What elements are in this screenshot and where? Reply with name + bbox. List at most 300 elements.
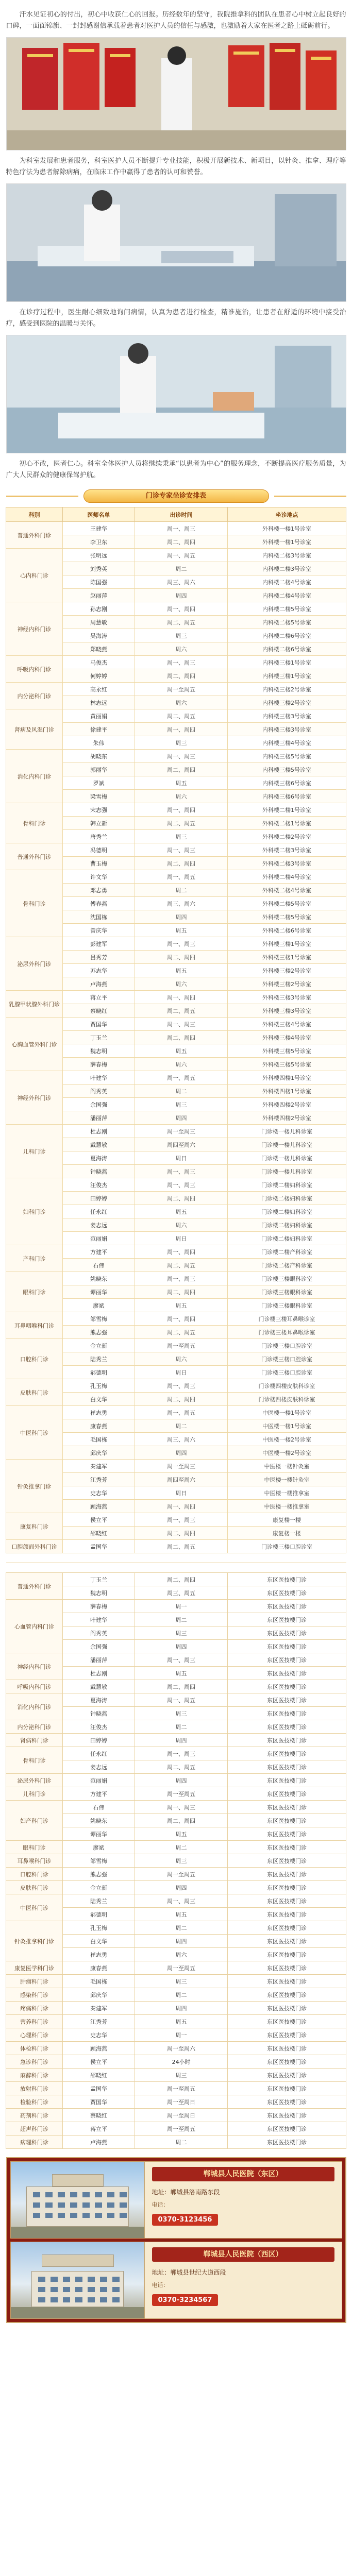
ad-west-phone-label: 电话： [152, 2282, 169, 2289]
table-row [6, 2055, 346, 2069]
time-cell: 周三、周五 [135, 1586, 228, 1600]
place-cell: 内科楼二楼3号诊室 [228, 562, 346, 575]
dept-cell: 神经内科门诊 [6, 602, 63, 656]
place-cell: 东区医技楼门诊 [228, 1586, 346, 1600]
place-cell: 中医楼一楼针灸室 [228, 1473, 346, 1486]
table-row [6, 1460, 346, 1473]
dept-cell: 骨科门诊 [6, 870, 63, 937]
doctor-cell: 侯立平 [63, 1513, 135, 1527]
doctor-cell: 周慧敏 [63, 616, 135, 629]
table-row [6, 1178, 346, 1192]
place-cell: 东区医技楼门诊 [228, 1774, 346, 1787]
dept-cell: 心理科门诊 [6, 2028, 63, 2042]
time-cell: 周二 [135, 1720, 228, 1734]
place-cell: 东区医技楼门诊 [228, 1640, 346, 1653]
doctor-cell: 夏海涛 [63, 1151, 135, 1165]
place-cell: 门诊楼三楼耳鼻喉诊室 [228, 1312, 346, 1326]
doctor-cell: 秦建军 [63, 2002, 135, 2015]
doctor-cell: 汪俊杰 [63, 1720, 135, 1734]
place-cell: 外科楼三楼3号诊室 [228, 1004, 346, 1018]
banner-line-right [274, 496, 346, 497]
place-cell: 外科楼二楼5号诊室 [228, 910, 346, 924]
doctor-cell: 江秀芳 [63, 1473, 135, 1486]
doctor-cell: 孔玉梅 [63, 1379, 135, 1393]
place-cell: 门诊楼三楼眼科诊室 [228, 1299, 346, 1312]
dept-cell: 超声科门诊 [6, 2122, 63, 2136]
time-cell: 周二、周四 [135, 1527, 228, 1540]
place-cell: 内科楼三楼2号诊室 [228, 696, 346, 709]
time-cell: 周四 [135, 2002, 228, 2015]
doctor-cell: 潘丽萍 [63, 1111, 135, 1125]
ground [11, 2307, 144, 2318]
time-cell: 周日 [135, 1366, 228, 1379]
doctor-cell: 贾国华 [63, 1018, 135, 1031]
time-cell: 周六 [135, 790, 228, 803]
place-cell: 外科楼三楼4号诊室 [228, 1018, 346, 1031]
table-row [6, 843, 346, 857]
place-cell: 东区医技楼门诊 [228, 1667, 346, 1680]
time-cell: 周一、周三 [135, 1653, 228, 1667]
table-row [6, 2042, 346, 2055]
place-cell: 东区医技楼门诊 [228, 1868, 346, 1881]
place-cell: 门诊楼三楼口腔诊室 [228, 1339, 346, 1352]
table-row [6, 1680, 346, 1693]
time-cell: 周五 [135, 2015, 228, 2028]
time-cell: 周三、周六 [135, 1433, 228, 1446]
time-cell: 周二 [135, 1084, 228, 1098]
dept-cell: 乳腺甲状腺外科门诊 [6, 991, 63, 1018]
ad-west-title: 郸城县人民医院（西区） [152, 2247, 334, 2262]
ad-row-east [10, 2161, 342, 2239]
place-cell: 东区医技楼门诊 [228, 1935, 346, 1948]
doctor-cell: 钟晓燕 [63, 1707, 135, 1720]
ad-east-address-label: 地址： [152, 2189, 171, 2196]
dept-cell: 康复科门诊 [6, 1513, 63, 1540]
dept-cell: 皮肤科门诊 [6, 1379, 63, 1406]
time-cell: 周一、周五 [135, 870, 228, 884]
table-row [6, 1720, 346, 1734]
dept-cell: 营养科门诊 [6, 2015, 63, 2028]
doctor-cell: 郭丽华 [63, 763, 135, 776]
doctor-cell: 顾海燕 [63, 2042, 135, 2055]
place-cell: 东区医技楼门诊 [228, 2069, 346, 2082]
doctor-cell: 余国强 [63, 1640, 135, 1653]
dept-cell: 疼痛科门诊 [6, 2002, 63, 2015]
doctor-cell: 薛春梅 [63, 1600, 135, 1613]
doctor-cell: 吴海涛 [63, 629, 135, 642]
doctor-cell: 马俊杰 [63, 656, 135, 669]
doctor-cell: 黄丽娟 [63, 709, 135, 723]
doctor-cell: 方建平 [63, 1245, 135, 1259]
doctor-cell: 史志华 [63, 2028, 135, 2042]
dept-cell: 体检科门诊 [6, 2042, 63, 2055]
time-cell: 周六 [135, 1218, 228, 1232]
doctor-cell: 戴慧敏 [63, 1680, 135, 1693]
time-cell: 周一、周五 [135, 1406, 228, 1419]
place-cell: 外科楼三楼3号诊室 [228, 991, 346, 1004]
place-cell: 外科楼一楼1号诊室 [228, 535, 346, 549]
place-cell: 东区医技楼门诊 [228, 2095, 346, 2109]
place-cell: 东区医技楼门诊 [228, 1573, 346, 1586]
doctor-cell: 陆秀兰 [63, 1352, 135, 1366]
place-cell: 东区医技楼门诊 [228, 1653, 346, 1667]
clinic-photo-3 [6, 335, 346, 453]
doctor-cell: 蒋立平 [63, 2122, 135, 2136]
place-cell: 外科楼二楼6号诊室 [228, 924, 346, 937]
ad-row-west [10, 2242, 342, 2319]
time-cell: 周六 [135, 696, 228, 709]
time-cell: 周四 [135, 1640, 228, 1653]
doctor-cell: 卢海燕 [63, 2136, 135, 2149]
table-row [6, 1379, 346, 1393]
place-cell: 内科楼二楼4号诊室 [228, 575, 346, 589]
table-row [6, 1894, 346, 1908]
time-cell: 周五 [135, 1205, 228, 1218]
place-cell: 内科楼三楼2号诊室 [228, 683, 346, 696]
dept-cell: 呼吸内科门诊 [6, 1680, 63, 1693]
time-cell: 周一至周日 [135, 2109, 228, 2122]
doctor-cell: 谭丽华 [63, 1285, 135, 1299]
time-cell: 周四 [135, 1734, 228, 1747]
table-row [6, 870, 346, 884]
place-cell: 东区医技楼门诊 [228, 2055, 346, 2069]
place-cell: 东区医技楼门诊 [228, 1760, 346, 1774]
time-cell: 周二、周四 [135, 1573, 228, 1586]
time-cell: 周二、周四 [135, 1192, 228, 1205]
time-cell: 周四至周六 [135, 1138, 228, 1151]
dept-cell: 肾病及风湿门诊 [6, 709, 63, 750]
time-cell: 周二、周四 [135, 1680, 228, 1693]
table-row [6, 2136, 346, 2149]
table-row [6, 1071, 346, 1084]
place-cell: 外科楼二楼1号诊室 [228, 817, 346, 830]
time-cell: 周五 [135, 776, 228, 790]
doctor-cell: 王建华 [63, 522, 135, 535]
doctor-cell: 邵晓红 [63, 1527, 135, 1540]
place-cell: 门诊楼三楼口腔诊室 [228, 1366, 346, 1379]
place-cell: 东区医技楼门诊 [228, 1626, 346, 1640]
place-cell: 门诊楼一楼儿科诊室 [228, 1165, 346, 1178]
ad-east-phone[interactable]: 0370-3123456 [152, 2214, 219, 2226]
table-row [6, 602, 346, 616]
table-row [6, 1988, 346, 2002]
place-cell: 内科楼三楼3号诊室 [228, 723, 346, 736]
place-cell: 东区医技楼门诊 [228, 1948, 346, 1961]
time-cell: 周一 [135, 2028, 228, 2042]
time-cell: 周一、周三 [135, 1272, 228, 1285]
table-row [6, 2109, 346, 2122]
intro-paragraph: 汗水见证初心的付出，初心中收获仁心的回报。历经数年的坚守，我院推拿科的团队在患者心中树立起良好的口碑，一面面锦旗、一封封感谢信承载着患者对医护人员的信任与感激，也激励着大家在医者之路上砥砺前行。 [6, 11, 346, 30]
place-cell: 东区医技楼门诊 [228, 2082, 346, 2095]
table-row [6, 549, 346, 562]
doctor-cell: 薛春梅 [63, 1058, 135, 1071]
doctor-cell: 邱庆华 [63, 1988, 135, 2002]
place-cell: 康复楼一楼 [228, 1527, 346, 1540]
dept-cell: 眼科门诊 [6, 1841, 63, 1854]
place-cell: 东区医技楼门诊 [228, 1908, 346, 1921]
building-body [26, 2187, 129, 2227]
table-row [6, 2015, 346, 2028]
place-cell: 门诊楼四楼皮肤科诊室 [228, 1393, 346, 1406]
hospital-ad-panel [6, 2157, 346, 2323]
dept-cell: 儿科门诊 [6, 1125, 63, 1178]
table-row [6, 683, 346, 696]
doctor-cell: 梁雪梅 [63, 790, 135, 803]
time-cell: 周二、周五 [135, 616, 228, 629]
place-cell: 东区医技楼门诊 [228, 1707, 346, 1720]
time-cell: 周二 [135, 1988, 228, 2002]
time-cell: 周日 [135, 1151, 228, 1165]
doctor-cell: 丁玉兰 [63, 1573, 135, 1586]
doctor-cell: 毛国栋 [63, 1975, 135, 1988]
table-row [6, 1734, 346, 1747]
place-cell: 外科楼四楼1号诊室 [228, 1084, 346, 1098]
table-row [6, 1540, 346, 1553]
place-cell: 东区医技楼门诊 [228, 1881, 346, 1894]
doctor-cell: 吕秀芳 [63, 951, 135, 964]
time-cell: 周二 [135, 884, 228, 897]
time-cell: 周四 [135, 1446, 228, 1460]
time-cell: 周四 [135, 1774, 228, 1787]
time-cell: 周二、周五 [135, 1326, 228, 1339]
time-cell: 周五 [135, 1299, 228, 1312]
schedule-table-2 [6, 1572, 346, 2149]
dept-cell: 消化内科门诊 [6, 1693, 63, 1720]
time-cell: 周六 [135, 1058, 228, 1071]
place-cell: 门诊楼二楼产科诊室 [228, 1245, 346, 1259]
place-cell: 内科楼二楼5号诊室 [228, 616, 346, 629]
place-cell: 门诊楼三楼口腔诊室 [228, 1352, 346, 1366]
place-cell: 东区医技楼门诊 [228, 1814, 346, 1827]
time-cell: 周二、周四 [135, 1031, 228, 1044]
time-cell: 周四 [135, 910, 228, 924]
west-building-image [11, 2242, 145, 2318]
content-paragraph-4: 初心不改，医者仁心。科室全体医护人员将继续秉承“以患者为中心”的服务理念，不断提高医疗服务质量，为广大人民群众的健康保驾护航。 [6, 460, 346, 479]
time-cell: 周三 [135, 736, 228, 750]
doctor-cell: 阎秀英 [63, 1626, 135, 1640]
time-cell: 周二、周五 [135, 817, 228, 830]
place-cell: 内科楼三楼3号诊室 [228, 709, 346, 723]
doctor-cell: 熊志强 [63, 1326, 135, 1339]
time-cell: 周四 [135, 1881, 228, 1894]
header-doctor: 医师名单 [63, 507, 135, 522]
time-cell: 周一 [135, 1600, 228, 1613]
banner-photo-1 [6, 37, 346, 150]
table-row [6, 1653, 346, 1667]
place-cell: 门诊楼三楼眼科诊室 [228, 1285, 346, 1299]
place-cell: 东区医技楼门诊 [228, 2028, 346, 2042]
dept-cell: 儿科门诊 [6, 1787, 63, 1801]
table-row [6, 2122, 346, 2136]
doctor-cell: 张明远 [63, 549, 135, 562]
time-cell: 周日 [135, 1232, 228, 1245]
time-cell: 周二、周四 [135, 857, 228, 870]
time-cell: 周二、周四 [135, 1393, 228, 1406]
place-cell: 外科楼三楼1号诊室 [228, 937, 346, 951]
ad-east-phone-label: 电话： [152, 2201, 169, 2208]
dept-cell: 妇产科门诊 [6, 1801, 63, 1841]
ad-east-title: 郸城县人民医院（东区） [152, 2167, 334, 2181]
place-cell: 中医楼一楼推拿室 [228, 1500, 346, 1513]
table-row [6, 1245, 346, 1259]
place-cell: 东区医技楼门诊 [228, 2002, 346, 2015]
time-cell: 周一、周三 [135, 1747, 228, 1760]
time-cell: 周一、周四 [135, 1312, 228, 1326]
ad-east-address [152, 2188, 334, 2196]
time-cell: 周一至周五 [135, 1868, 228, 1881]
doctor-cell: 朱伟 [63, 736, 135, 750]
doctor-cell: 范丽娟 [63, 1774, 135, 1787]
ad-west-address-label: 地址： [152, 2269, 171, 2276]
doctor-cell: 江秀芳 [63, 2015, 135, 2028]
doctor-cell: 郝德明 [63, 1908, 135, 1921]
doctor-cell: 邱庆华 [63, 1446, 135, 1460]
doctor-cell: 康春燕 [63, 1419, 135, 1433]
time-cell: 周一、周三 [135, 1894, 228, 1908]
place-cell: 东区医技楼门诊 [228, 1841, 346, 1854]
doctor-cell: 邹雪梅 [63, 1312, 135, 1326]
header-time: 出诊时间 [135, 507, 228, 522]
dept-cell: 神经外科门诊 [6, 1071, 63, 1125]
content-paragraph-3: 在诊疗过程中，医生耐心细致地询问病情，认真为患者进行检查，精准施治，让患者在舒适的环境中接受治疗，感受到医院的温暖与关怀。 [6, 309, 346, 328]
place-cell: 东区医技楼门诊 [228, 1827, 346, 1841]
table-row [6, 709, 346, 723]
table-row [6, 937, 346, 951]
table-row [6, 1801, 346, 1814]
doctor-cell: 戴慧敏 [63, 1138, 135, 1151]
time-cell: 周五 [135, 1667, 228, 1680]
time-cell: 周五 [135, 1044, 228, 1058]
doctor-cell: 魏志明 [63, 1586, 135, 1600]
place-cell: 内科楼三楼6号诊室 [228, 776, 346, 790]
table-row [6, 1787, 346, 1801]
doctor-cell: 潘丽萍 [63, 1653, 135, 1667]
table-row [6, 1921, 346, 1935]
doctor-cell: 丁玉兰 [63, 1031, 135, 1044]
doctor-cell: 孟国华 [63, 2082, 135, 2095]
dept-cell: 口腔颌面外科门诊 [6, 1540, 63, 1553]
schedule-section-banner [6, 488, 346, 504]
banner-photo-1-image [7, 38, 346, 150]
place-cell: 外科楼三楼5号诊室 [228, 1058, 346, 1071]
place-cell: 东区医技楼门诊 [228, 1988, 346, 2002]
place-cell: 门诊楼四楼皮肤科诊室 [228, 1379, 346, 1393]
doctor-cell: 叶建华 [63, 1613, 135, 1626]
dept-cell: 康复医学科门诊 [6, 1961, 63, 1975]
table-row [6, 1125, 346, 1138]
place-cell: 外科楼二楼5号诊室 [228, 897, 346, 910]
time-cell: 周六 [135, 977, 228, 991]
place-cell: 东区医技楼门诊 [228, 1734, 346, 1747]
time-cell: 周二、周四 [135, 1814, 228, 1827]
place-cell: 外科楼二楼1号诊室 [228, 803, 346, 817]
ad-west-phone[interactable]: 0370-3234567 [152, 2294, 219, 2306]
doctor-cell: 赵丽萍 [63, 589, 135, 602]
place-cell: 内科楼二楼5号诊室 [228, 602, 346, 616]
time-cell: 周一、周四 [135, 602, 228, 616]
place-cell: 外科楼三楼2号诊室 [228, 977, 346, 991]
time-cell: 周二、周五 [135, 1540, 228, 1553]
time-cell: 周二、周五 [135, 709, 228, 723]
dept-cell: 麻醉科门诊 [6, 2069, 63, 2082]
doctor-cell: 卢海燕 [63, 977, 135, 991]
doctor-cell: 田婷婷 [63, 1192, 135, 1205]
table-row [6, 1272, 346, 1285]
schedule-table-2-body [6, 1573, 346, 2149]
dept-cell: 泌尿外科门诊 [6, 937, 63, 991]
doctor-cell: 毛国栋 [63, 1433, 135, 1446]
place-cell: 外科楼二楼4号诊室 [228, 884, 346, 897]
place-cell: 门诊楼二楼妇科诊室 [228, 1178, 346, 1192]
clinic-photo-2 [6, 183, 346, 302]
schedule-table-1 [6, 507, 346, 1553]
time-cell: 周一、周三 [135, 750, 228, 763]
ad-west-text [145, 2242, 342, 2318]
time-cell: 周二 [135, 562, 228, 575]
doctor-cell: 石伟 [63, 1259, 135, 1272]
dept-cell: 产科门诊 [6, 1245, 63, 1272]
time-cell: 周一、周四 [135, 1500, 228, 1513]
place-cell: 东区医技楼门诊 [228, 1680, 346, 1693]
time-cell: 周三 [135, 629, 228, 642]
time-cell: 周一、周四 [135, 803, 228, 817]
place-cell: 东区医技楼门诊 [228, 1747, 346, 1760]
table-row [6, 1854, 346, 1868]
place-cell: 外科楼四楼2号诊室 [228, 1111, 346, 1125]
place-cell: 外科楼三楼4号诊室 [228, 1031, 346, 1044]
doctor-cell: 蒋立平 [63, 991, 135, 1004]
place-cell: 东区医技楼门诊 [228, 2015, 346, 2028]
dept-cell: 骨科门诊 [6, 1747, 63, 1774]
table-row [6, 522, 346, 535]
table-row [6, 2002, 346, 2015]
time-cell: 周二 [135, 1921, 228, 1935]
place-cell: 门诊楼二楼妇科诊室 [228, 1232, 346, 1245]
doctor-cell: 夏海涛 [63, 1693, 135, 1707]
doctor-cell: 姜志远 [63, 1218, 135, 1232]
header-place: 坐诊地点 [228, 507, 346, 522]
time-cell: 周一、周四 [135, 991, 228, 1004]
place-cell: 东区医技楼门诊 [228, 2122, 346, 2136]
time-cell: 周四 [135, 1935, 228, 1948]
dept-cell: 药剂科门诊 [6, 2109, 63, 2122]
doctor-cell: 史志华 [63, 1486, 135, 1500]
place-cell: 外科楼四楼2号诊室 [228, 1098, 346, 1111]
place-cell: 中医楼一楼1号诊室 [228, 1406, 346, 1419]
dept-cell: 皮肤科门诊 [6, 1881, 63, 1894]
doctor-cell: 杜志刚 [63, 1667, 135, 1680]
dept-cell: 口腔科门诊 [6, 1868, 63, 1881]
place-cell: 内科楼三楼1号诊室 [228, 656, 346, 669]
time-cell: 周三 [135, 1707, 228, 1720]
place-cell: 内科楼三楼4号诊室 [228, 736, 346, 750]
place-cell: 东区医技楼门诊 [228, 1894, 346, 1908]
place-cell: 内科楼三楼5号诊室 [228, 763, 346, 776]
time-cell: 周二、周四 [135, 669, 228, 683]
time-cell: 周二、周五 [135, 1760, 228, 1774]
table-row [6, 803, 346, 817]
doctor-cell: 金立新 [63, 1339, 135, 1352]
dept-cell: 耳鼻咽喉科门诊 [6, 1312, 63, 1339]
doctor-cell: 汪俊杰 [63, 1178, 135, 1192]
doctor-cell: 顾海燕 [63, 1500, 135, 1513]
place-cell: 东区医技楼门诊 [228, 1693, 346, 1707]
table-row [6, 656, 346, 669]
table-row [6, 1573, 346, 1586]
place-cell: 康复楼一楼 [228, 1513, 346, 1527]
doctor-cell: 曾庆华 [63, 924, 135, 937]
table-row [6, 1841, 346, 1854]
